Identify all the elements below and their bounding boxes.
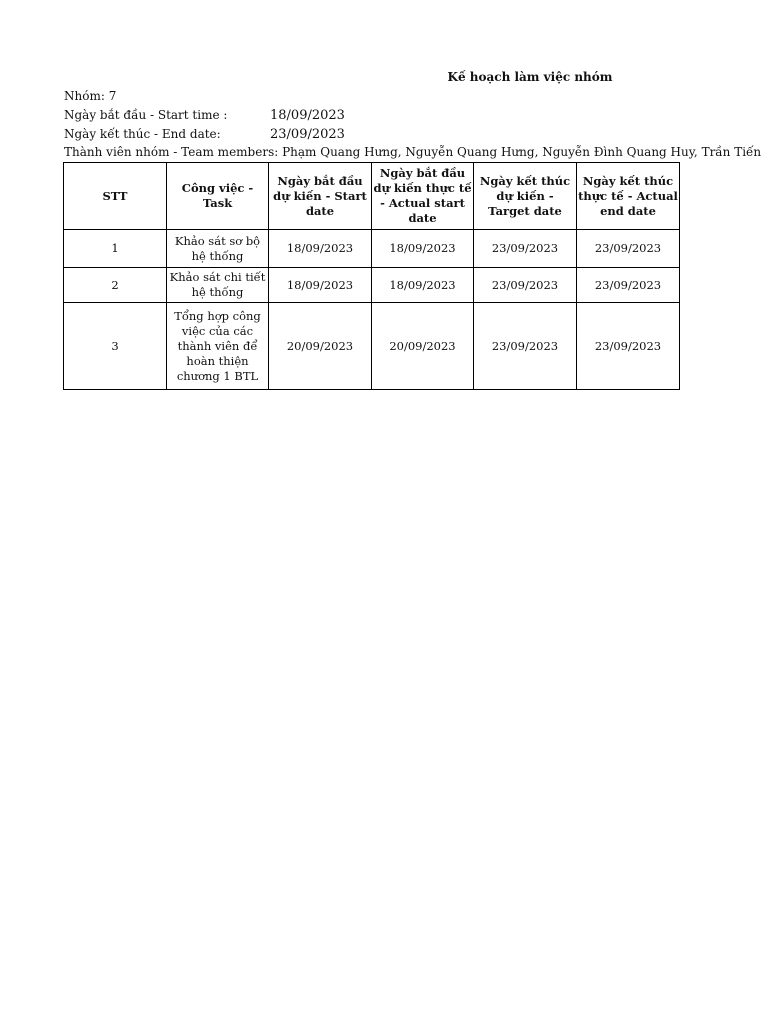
header-stt: STT — [64, 163, 167, 230]
cell-start-date: 18/09/2023 — [269, 268, 372, 303]
cell-stt: 2 — [64, 268, 167, 303]
group-line: Nhóm: 7 — [64, 89, 117, 103]
start-time-line — [64, 108, 345, 123]
end-date-line — [64, 127, 345, 142]
cell-task: Khảo sát sơ bộ hệ thống — [167, 230, 269, 268]
cell-actual-start-date: 18/09/2023 — [372, 268, 474, 303]
cell-actual-start-date: 18/09/2023 — [372, 230, 474, 268]
end-date-value: 23/09/2023 — [270, 127, 345, 142]
table-row — [64, 303, 680, 390]
header-actual-end-date: Ngày kết thúc thực tế - Actual end date — [577, 163, 680, 230]
header-target-date: Ngày kết thúc dự kiến - Target date — [474, 163, 577, 230]
cell-target-date: 23/09/2023 — [474, 303, 577, 390]
document-title: Kế hoạch làm việc nhóm — [447, 70, 613, 84]
end-date-label: Ngày kết thúc - End date: — [64, 127, 221, 141]
cell-task: Khảo sát chi tiết hệ thống — [167, 268, 269, 303]
work-plan-table — [63, 162, 680, 390]
cell-stt: 1 — [64, 230, 167, 268]
cell-start-date: 20/09/2023 — [269, 303, 372, 390]
cell-target-date: 23/09/2023 — [474, 268, 577, 303]
table-header-row — [64, 163, 680, 230]
start-time-value: 18/09/2023 — [270, 108, 345, 123]
start-time-label: Ngày bắt đầu - Start time : — [64, 108, 228, 122]
cell-stt: 3 — [64, 303, 167, 390]
cell-actual-end-date: 23/09/2023 — [577, 268, 680, 303]
cell-start-date: 18/09/2023 — [269, 230, 372, 268]
cell-task: Tổng hợp công việc của các thành viên để hoàn thiện chương 1 BTL — [167, 303, 269, 390]
header-actual-start-date: Ngày bắt đầu dự kiến thực tế - Actual start date — [372, 163, 474, 230]
table-row — [64, 268, 680, 303]
header-start-date: Ngày bắt đầu dự kiến - Start date — [269, 163, 372, 230]
cell-actual-end-date: 23/09/2023 — [577, 303, 680, 390]
cell-actual-start-date: 20/09/2023 — [372, 303, 474, 390]
header-task: Công việc - Task — [167, 163, 269, 230]
cell-actual-end-date: 23/09/2023 — [577, 230, 680, 268]
team-members-line: Thành viên nhóm - Team members: Phạm Quang Hưng, Nguyễn Quang Hưng, Nguyễn Đình Quang Huy, Trần Tiến — [64, 145, 762, 159]
cell-target-date: 23/09/2023 — [474, 230, 577, 268]
table-row — [64, 230, 680, 268]
